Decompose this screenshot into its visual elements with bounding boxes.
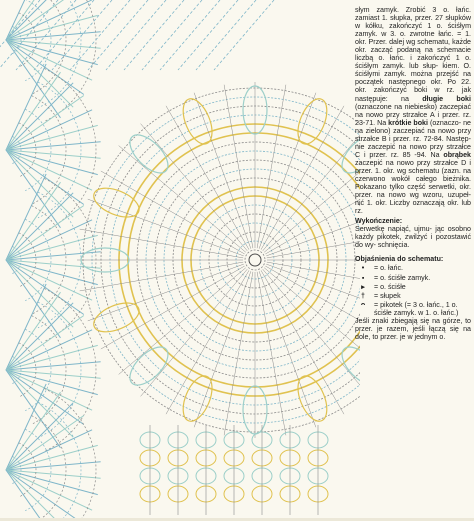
instructions-paragraph: [355, 6, 471, 215]
short-sides-label: krótkie boki: [388, 118, 428, 127]
chart-legend: [355, 255, 471, 316]
fan-spoke: [6, 284, 46, 370]
diagonal-row: [124, 0, 184, 70]
fan-spoke: [6, 316, 84, 370]
fan-spoke: [6, 403, 73, 470]
doily-spoke: [265, 171, 360, 254]
diagonal-row: [214, 0, 274, 70]
fan-arc: [44, 289, 96, 452]
doily-spoke: [194, 271, 251, 427]
legend-row: [355, 264, 471, 272]
doily-spoke: [119, 268, 246, 375]
instructions-text-1: słym zamyk. Zrobić 3 o. łańc. zamiast 1. słupka, przer. 27 słupków w kółku, zakończyć 1 o. ściśłym zamyk. w 3. o. zwrotne łańc. = 1. okr. Przer. dalej wg schematu, każde okr. zacząć podaną na schemacie liczbą o. łańc. i zakończyć 1 o. ściśłym zamyk. lub słup- kiem. O. ściśłymi zamyk. można przejść na początek następnego okr. Po 22. okr. zakończyć boki w rz. jak następuje: na: [355, 6, 471, 103]
doily-spoke: [88, 199, 244, 256]
fan-spoke: [6, 40, 73, 107]
single-crochet-icon: ▸: [361, 282, 365, 291]
fan-spoke: [6, 206, 84, 260]
fan-spoke: [6, 83, 73, 150]
doily-spoke: [80, 262, 243, 291]
doily-spoke: [141, 269, 248, 396]
legend-row: [355, 283, 471, 291]
doily-spoke: [224, 85, 253, 248]
doily-spoke: [261, 106, 344, 250]
legend-row: [355, 301, 471, 317]
legend-title: Objaśnienia do schematu:: [355, 255, 444, 264]
fan-spoke: [6, 292, 60, 370]
instructions-text-4: zaczepić na nowo przy strzałce D i przer. 1. okr. wg schematu (zazn. na czerwono wokół całego bieżnika. Pokazano tylko część serwetki, okr. przer. na nowo wg wzoru, uzupeł- nić 1. okr. Liczby oznaczają okr. lub rz.: [355, 158, 471, 216]
legend-text: = o. ściśłe: [374, 282, 406, 291]
fan-spoke: [6, 174, 46, 260]
picot-icon: ᴖ: [360, 300, 366, 309]
fan-spoke: [6, 150, 73, 217]
double-crochet-icon: †: [361, 291, 365, 300]
finishing-text: Serwetkę napiąć, ujmu- jąc osobno każdy pikotek, zwilżyć i pozostawić do wy- schnięcia.: [355, 225, 471, 250]
fan-spoke: [6, 470, 84, 521]
doily-spoke: [265, 266, 360, 349]
legend-row: [355, 274, 471, 282]
finishing-title: Wykończenie:: [355, 217, 403, 226]
doily-spoke: [259, 93, 316, 249]
doily-spoke: [259, 271, 316, 427]
doily-spoke: [194, 93, 251, 249]
diagonal-row: [88, 0, 148, 70]
fan-spoke: [6, 182, 60, 260]
slip-stitch-icon: ▪: [361, 273, 365, 282]
diagonal-row: [178, 0, 238, 70]
doily-spoke: [257, 272, 286, 435]
doily-spoke: [224, 272, 253, 435]
doily-spoke: [257, 85, 286, 248]
instructions-column: [355, 6, 471, 341]
doily-spoke: [141, 124, 248, 251]
legend-text: = o. łańc.: [374, 264, 403, 273]
fan-spoke: [6, 72, 60, 150]
fan-spoke: [6, 96, 84, 150]
diagonal-row: [34, 0, 94, 70]
long-sides-label: długie boki: [422, 94, 471, 103]
doily-spoke: [80, 229, 243, 258]
doily-spoke: [101, 171, 245, 254]
fan-spoke: [6, 370, 73, 437]
diagonal-row: [196, 0, 256, 70]
diagonal-row: [142, 0, 202, 70]
chart-note: Jeśli znaki zbiegają się na górze, to przer. je razem, jeśli łączą się na dole, to przer. je w jednym o.: [355, 316, 471, 341]
edging-label: obrąbek: [443, 150, 471, 159]
fan-arc: [38, 402, 81, 521]
fan-spoke: [6, 260, 60, 338]
legend-text: = o. ściśłe zamyk.: [374, 273, 431, 282]
fan-spoke: [6, 0, 73, 40]
center-ring: [249, 254, 261, 266]
doily-spoke: [166, 106, 249, 250]
fan-arc: [44, 69, 96, 232]
fan-spoke: [6, 370, 60, 448]
chain-stitch-icon: •: [361, 264, 365, 273]
fan-spoke: [6, 303, 73, 370]
fan-spoke: [6, 416, 84, 470]
fan-spoke: [6, 384, 46, 470]
fan-spoke: [6, 150, 60, 228]
fan-spoke: [6, 260, 73, 327]
doily-spoke: [101, 266, 245, 349]
fan-spoke: [6, 392, 60, 470]
legend-text: = pikotek (= 3 o. łańc., 1 o. ściśłe zamyk. w 1. o. łańc.): [374, 300, 459, 317]
doily-spoke: [166, 270, 249, 414]
instructions-text-2: (oznaczone na niebiesko) zaczepiać na nowo przy strzałce A i przer. rz. 23-71. Na: [355, 102, 471, 127]
fan-spoke: [6, 64, 46, 150]
fan-spoke: [6, 370, 84, 424]
doily-spoke: [261, 270, 344, 414]
legend-text: = słupek: [374, 291, 401, 300]
diagonal-row: [160, 0, 220, 70]
fan-spoke: [6, 193, 73, 260]
doily-spoke: [119, 146, 246, 253]
legend-row: [355, 292, 471, 300]
doily-spoke: [88, 264, 244, 321]
instructions-text-3: (oznaczo- ne na zielono) zaczepiać na nowo przy strzałce B i przer. rz. 72-84. Następ- nie zaczepić na nowo przy strzałce C i przer. rz. 85 -94. Na: [355, 118, 471, 159]
diagonal-row: [106, 0, 166, 70]
